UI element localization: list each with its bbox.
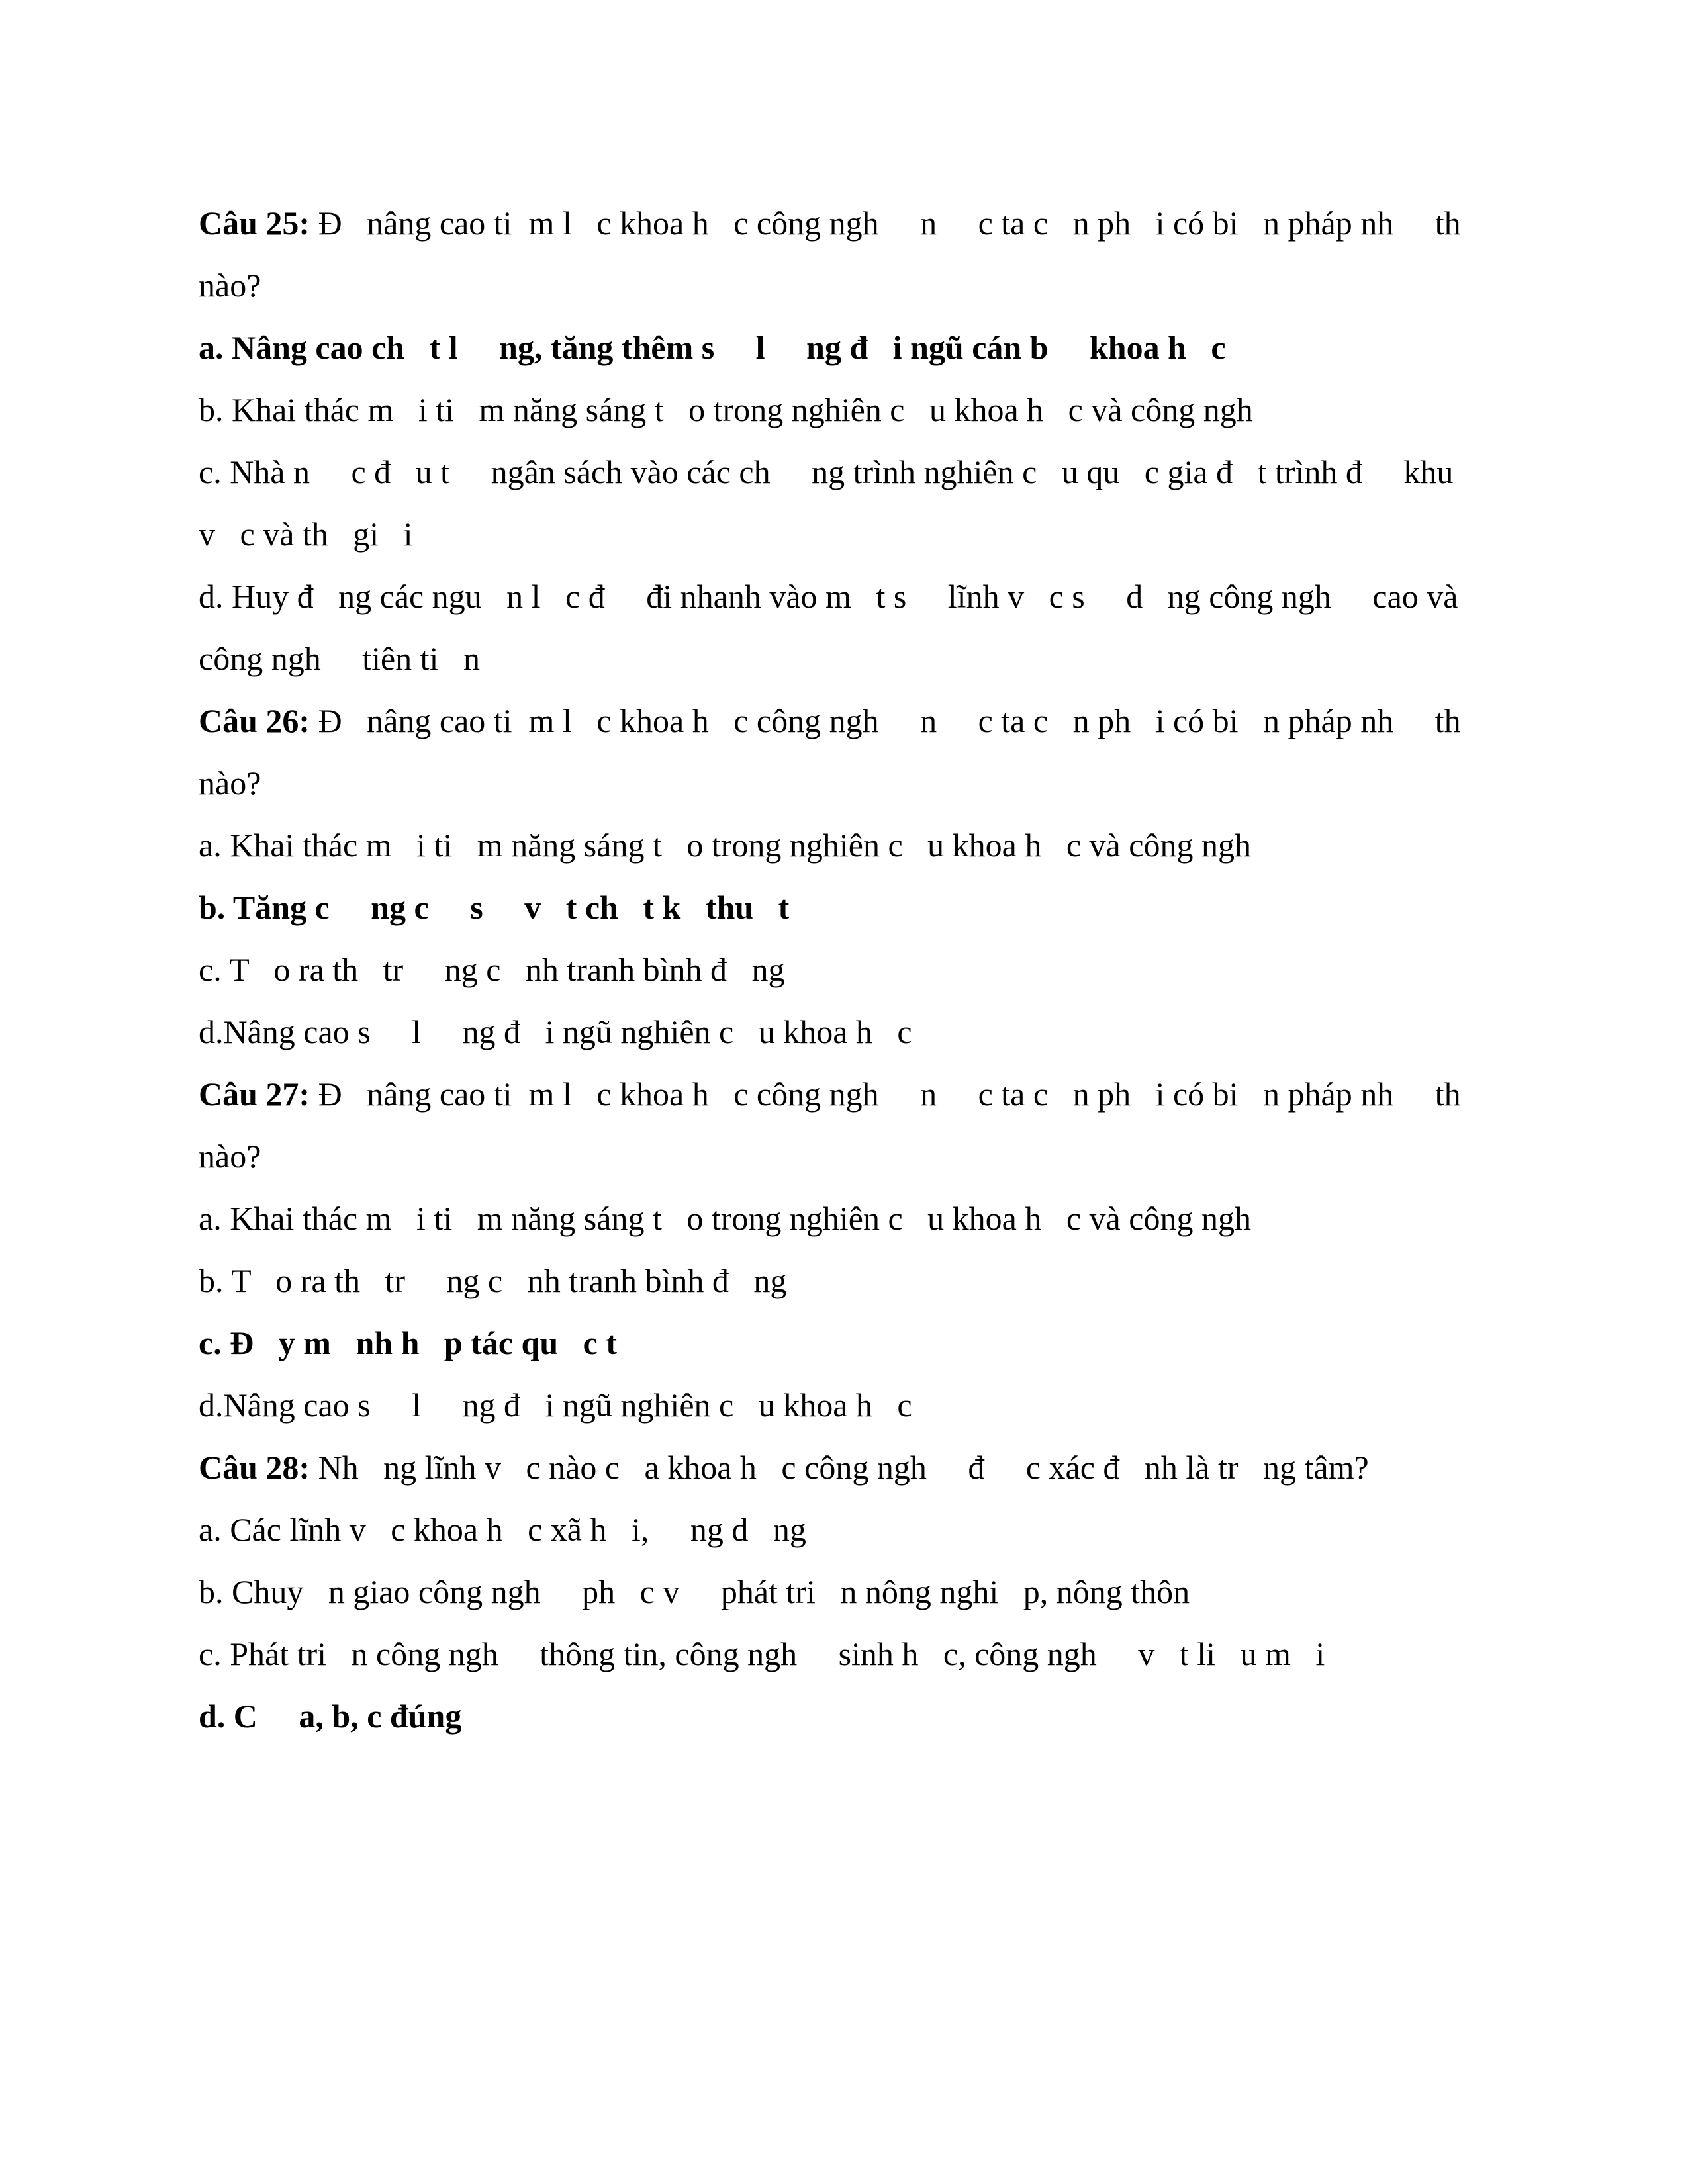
option-d: d.Nâng cao s l ng đ i ngũ nghiên c u khoa h c xyxy=(199,1013,912,1050)
question-label: Câu 27: xyxy=(199,1075,310,1113)
option-d-continuation: công ngh tiên ti n xyxy=(199,640,480,677)
question-label: Câu 25: xyxy=(199,205,310,242)
option-d: d. Huy đ ng các ngu n l c đ đi nhanh vào m t s lĩnh v c s d ng công ngh cao và xyxy=(199,578,1458,615)
option-c: c. T o ra th tr ng c nh tranh bình đ ng xyxy=(199,951,785,988)
option-b: b. Khai thác m i ti m năng sáng t o trong nghiên c u khoa h c và công ngh xyxy=(199,391,1253,428)
question-26 xyxy=(199,690,1516,1063)
option-c: c. Nhà n c đ u t ngân sách vào các ch ng trình nghiên c u qu c gia đ t trình đ khu xyxy=(199,453,1454,490)
option-a: a. Khai thác m i ti m năng sáng t o trong nghiên c u khoa h c và công ngh xyxy=(199,1200,1251,1237)
question-text xyxy=(199,1063,1516,1125)
question-28 xyxy=(199,1436,1516,1747)
question-stem-continuation: nào? xyxy=(199,267,261,304)
option-c: c. Đ y m nh h p tác qu c t xyxy=(199,1324,617,1361)
option-a: a. Các lĩnh v c khoa h c xã h i, ng d ng xyxy=(199,1511,806,1548)
question-27 xyxy=(199,1063,1516,1436)
option-c-continuation: v c và th gi i xyxy=(199,516,413,553)
question-stem: Đ nâng cao ti m l c khoa h c công ngh n c ta c n ph i có bi n pháp nh th xyxy=(310,1075,1461,1113)
option-c: c. Phát tri n công ngh thông tin, công ngh sinh h c, công ngh v t li u m i xyxy=(199,1635,1325,1672)
option-d: d. C a, b, c đúng xyxy=(199,1698,462,1735)
option-b: b. Chuy n giao công ngh ph c v phát tri n nông nghi p, nông thôn xyxy=(199,1573,1190,1610)
question-stem-continuation: nào? xyxy=(199,764,261,801)
question-stem: Đ nâng cao ti m l c khoa h c công ngh n c ta c n ph i có bi n pháp nh th xyxy=(310,205,1461,242)
option-d: d.Nâng cao s l ng đ i ngũ nghiên c u khoa h c xyxy=(199,1387,912,1424)
option-a: a. Khai thác m i ti m năng sáng t o trong nghiên c u khoa h c và công ngh xyxy=(199,827,1251,864)
question-stem-continuation: nào? xyxy=(199,1138,261,1175)
question-text xyxy=(199,690,1516,752)
question-text xyxy=(199,192,1516,254)
question-25 xyxy=(199,192,1516,690)
question-stem: Nh ng lĩnh v c nào c a khoa h c công ngh đ c xác đ nh là tr ng tâm? xyxy=(310,1449,1369,1486)
quiz-content xyxy=(199,192,1516,1747)
question-stem: Đ nâng cao ti m l c khoa h c công ngh n c ta c n ph i có bi n pháp nh th xyxy=(310,702,1461,739)
question-text xyxy=(199,1436,1516,1498)
option-b: b. T o ra th tr ng c nh tranh bình đ ng xyxy=(199,1262,787,1299)
question-label: Câu 28: xyxy=(199,1449,310,1486)
option-a: a. Nâng cao ch t l ng, tăng thêm s l ng đ i ngũ cán b khoa h c xyxy=(199,329,1226,366)
question-label: Câu 26: xyxy=(199,702,310,739)
option-b: b. Tăng c ng c s v t ch t k thu t xyxy=(199,889,790,926)
